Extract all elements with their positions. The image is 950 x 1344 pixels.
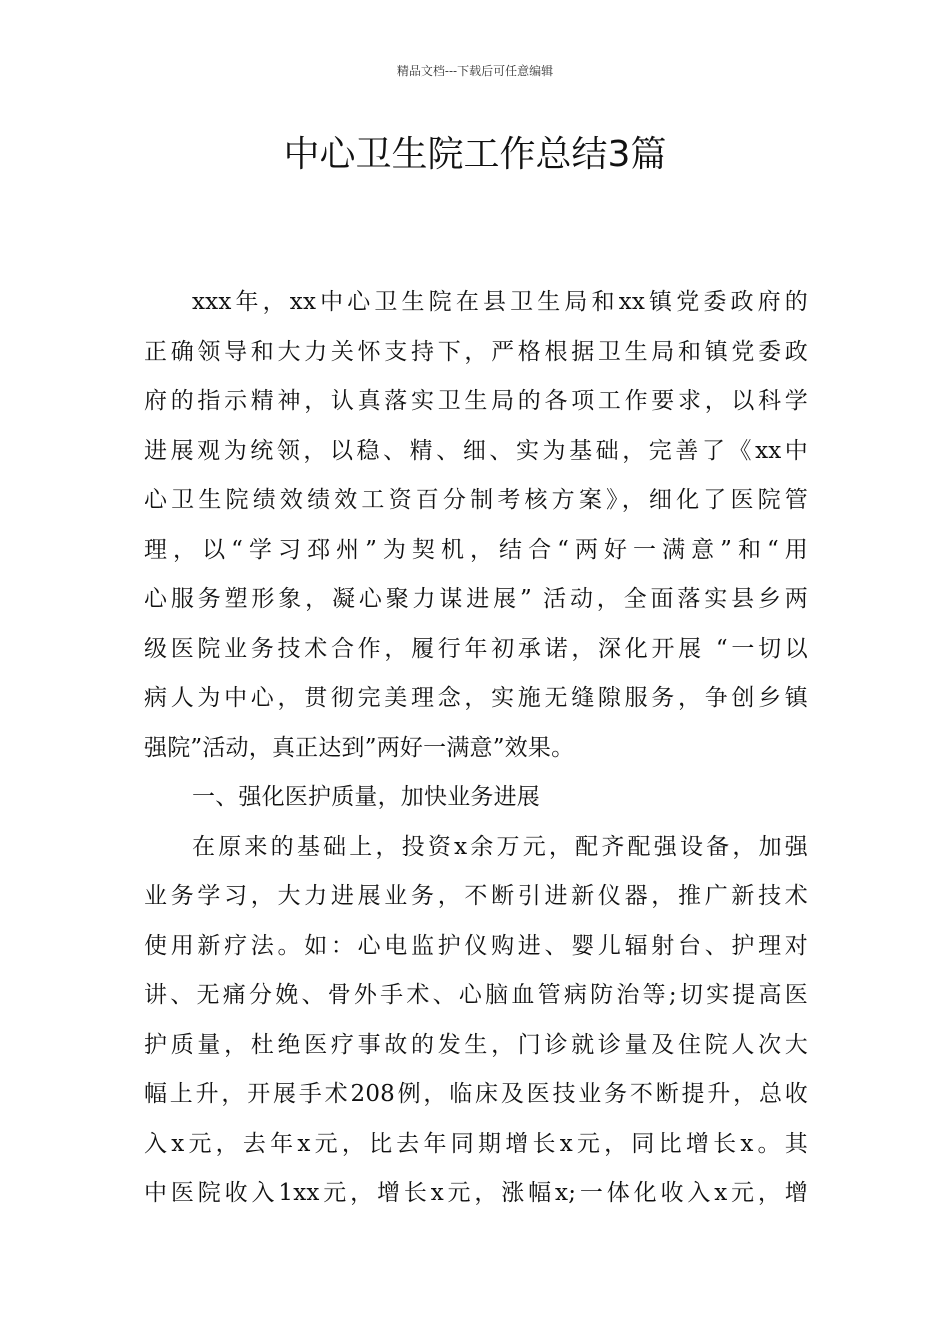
paragraph-line: 级医院业务技术合作，履行年初承诺，深化开展 “一切以 [144, 635, 808, 662]
paragraph-line: 府的指示精神，认真落实卫生局的各项工作要求，以科学 [144, 388, 808, 414]
paragraph-line: 使用新疗法。如：心电监护仪购进、婴儿辐射台、护理对 [144, 932, 808, 959]
paragraph-line: 入x元，去年x元，比去年同期增长x元，同比增长x。其 [144, 1130, 808, 1157]
paragraph-line: 讲、无痛分娩、骨外手术、心脑血管病防治等;切实提高医 [144, 982, 808, 1008]
paragraph-line: 在原来的基础上，投资x余万元，配齐配强设备，加强 [192, 833, 808, 860]
paragraph-line: 理，以“学习邳州”为契机，结合“两好一满意”和“用 [144, 536, 808, 563]
paragraph-line: 心卫生院绩效绩效工资百分制考核方案》，细化了医院管 [144, 487, 808, 513]
section-heading: 一、强化医护质量，加快业务进展 [192, 784, 540, 810]
paragraph-line: 进展观为统领，以稳、精、细、实为基础，完善了《xx中 [144, 437, 808, 464]
document-title: 中心卫生院工作总结3篇 [283, 134, 667, 175]
paragraph-line: 心服务塑形象，凝心聚力谋进展” 活动，全面落实县乡两 [144, 586, 808, 612]
header-note: 精品文档---下载后可任意编辑 [396, 64, 554, 78]
paragraph-line: 业务学习，大力进展业务，不断引进新仪器，推广新技术 [144, 883, 808, 909]
paragraph-line: 病人为中心，贯彻完美理念，实施无缝隙服务，争创乡镇 [144, 685, 808, 711]
paragraph-line: 中医院收入1xx元，增长x元，涨幅x;一体化收入x元，增 [144, 1180, 808, 1206]
paragraph-line: 强院”活动，真正达到”两好一满意”效果。 [144, 734, 575, 761]
document-body [144, 278, 808, 1219]
paragraph-line: 幅上升，开展手术208例，临床及医技业务不断提升，总收 [144, 1081, 808, 1107]
paragraph-line: 护质量，杜绝医疗事故的发生，门诊就诊量及住院人次大 [144, 1031, 808, 1058]
paragraph-line: 正确领导和大力关怀支持下，严格根据卫生局和镇党委政 [144, 338, 808, 365]
paragraph-line: xxx年，xx中心卫生院在县卫生局和xx镇党委政府的 [192, 289, 808, 315]
